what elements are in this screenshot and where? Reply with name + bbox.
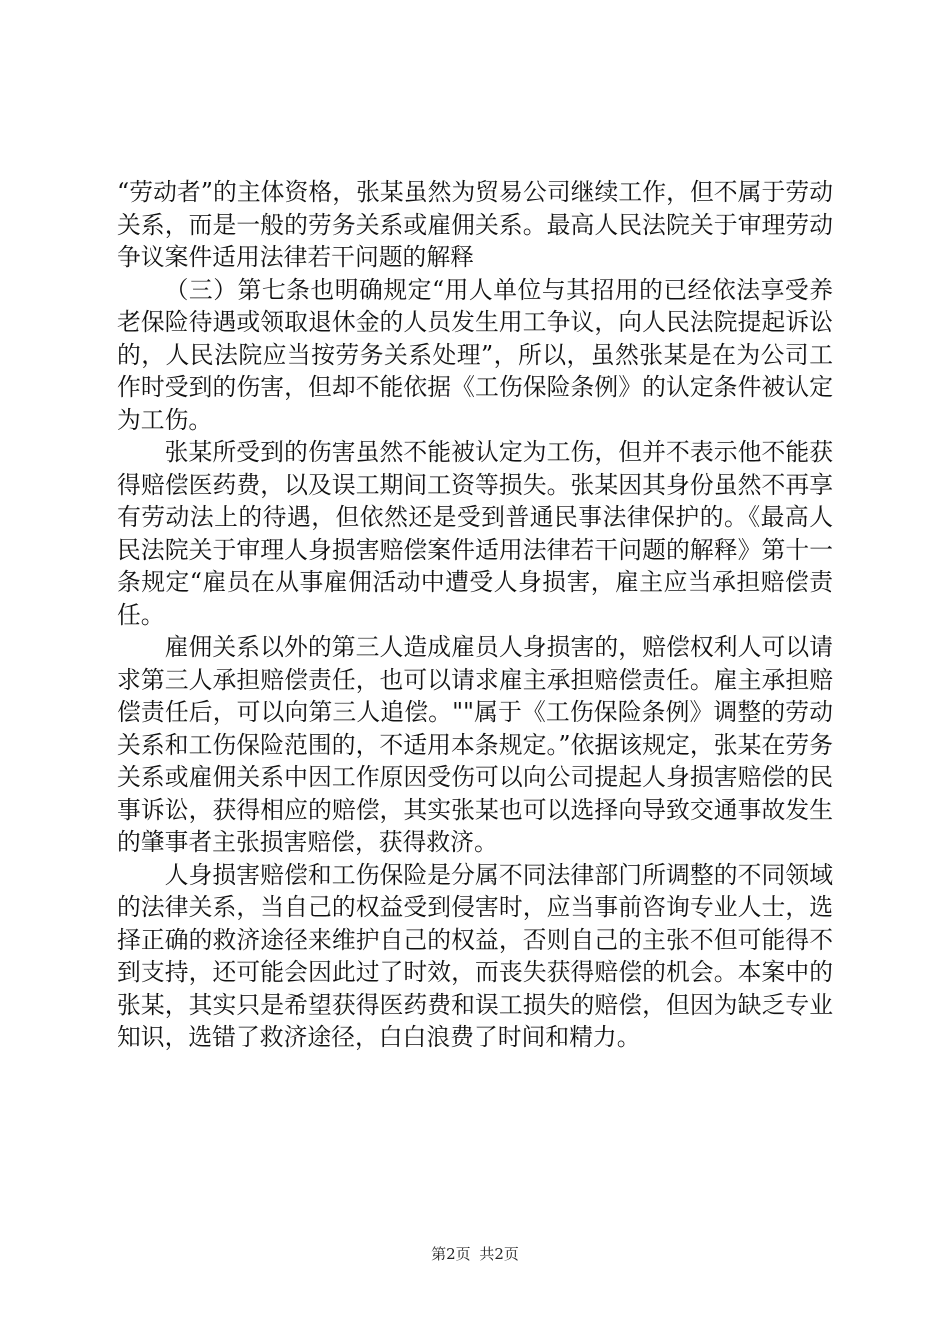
page-footer <box>0 1244 950 1264</box>
paragraph-2: （三）第七条也明确规定“用人单位与其招用的已经依法享受养老保险待遇或领取退休金的人员发生用工争议，向人民法院提起诉讼的，人民法院应当按劳务关系处理”，所以，虽然张某是在为公司工作时受到的伤害，但却不能依据《工伤保险条例》的认定条件被认定为工伤。 <box>117 275 833 434</box>
document-body <box>117 176 833 1054</box>
page-number: 第2页 <box>431 1245 471 1263</box>
paragraph-3: 张某所受到的伤害虽然不能被认定为工伤，但并不表示他不能获得赔偿医药费，以及误工期间工资等损失。张某因其身份虽然不再享有劳动法上的待遇，但依然还是受到普通民事法律保护的。《最高人民法院关于审理人身损害赔偿案件适用法律若干问题的解释》第十一条规定“雇员在从事雇佣活动中遭受人身损害，雇主应当承担赔偿责任。 <box>117 438 833 629</box>
paragraph-4: 雇佣关系以外的第三人造成雇员人身损害的，赔偿权利人可以请求第三人承担赔偿责任，也可以请求雇主承担赔偿责任。雇主承担赔偿责任后，可以向第三人追偿。""属于《工伤保险条例》调整的劳动关系和工伤保险范围的，不适用本条规定。”依据该规定，张某在劳务关系或雇佣关系中因工作原因受伤可以向公司提起人身损害赔偿的民事诉讼，获得相应的赔偿，其实张某也可以选择向导致交通事故发生的肇事者主张损害赔偿，获得救济。 <box>117 633 833 856</box>
page-total: 共2页 <box>479 1245 519 1263</box>
paragraph-5: 人身损害赔偿和工伤保险是分属不同法律部门所调整的不同领域的法律关系，当自己的权益受到侵害时，应当事前咨询专业人士，选择正确的救济途径来维护自己的权益，否则自己的主张不但可能得不到支持，还可能会因此过了时效，而丧失获得赔偿的机会。本案中的张某，其实只是希望获得医药费和误工损失的赔偿，但因为缺乏专业知识，选错了救济途径，白白浪费了时间和精力。 <box>117 860 833 1051</box>
paragraph-1: “劳动者”的主体资格，张某虽然为贸易公司继续工作，但不属于劳动关系，而是一般的劳务关系或雇佣关系。最高人民法院关于审理劳动争议案件适用法律若干问题的解释 <box>117 178 833 271</box>
